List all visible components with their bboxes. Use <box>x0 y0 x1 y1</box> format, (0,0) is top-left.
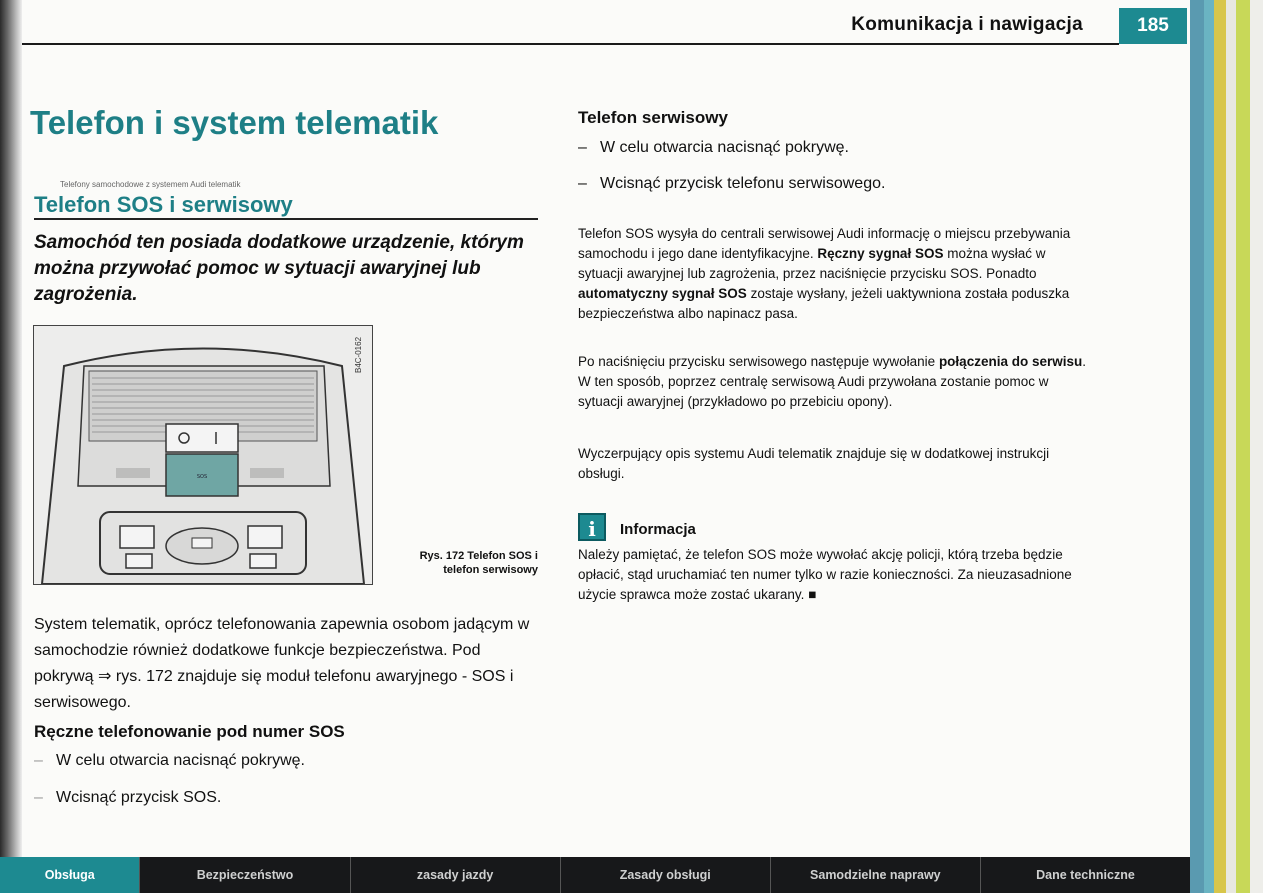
page-edge <box>1214 0 1226 893</box>
header-rule <box>22 43 1119 45</box>
book-spine-shadow <box>0 0 22 893</box>
info-title: Informacja <box>620 521 696 538</box>
text-run-bold: połączenia do serwisu <box>938 354 1083 369</box>
text-run: można wysłać w sytuacji awaryjnej lub zagrożenia, przez naciśnięcie przycisku SOS. Ponadto <box>578 246 1046 281</box>
footer-tab-zasady-jazdy[interactable]: zasady jazdy <box>350 857 560 893</box>
text-run: Po naciśnięciu przycisku serwisowego następuje wywołanie <box>578 354 939 369</box>
list-item: – Wcisnąć przycisk telefonu serwisowego. <box>578 175 1088 193</box>
list-item: – Wcisnąć przycisk SOS. <box>34 789 534 807</box>
section-heading: Ręczne telefonowanie pod numer SOS <box>34 722 345 741</box>
figure-code: B4C-0162 <box>354 336 363 374</box>
overhead-console-figure <box>33 325 373 585</box>
steps-list <box>578 139 1088 211</box>
page-edge <box>1236 0 1250 893</box>
info-icon: i <box>578 513 606 541</box>
figure-caption: Rys. 172 Telefon SOS i telefon serwisowy <box>419 550 538 576</box>
breadcrumb: Telefony samochodowe z systemem Audi telematik <box>60 180 241 189</box>
footer-nav <box>0 857 1190 893</box>
footer-tab-bezpieczenstwo[interactable]: Bezpieczeństwo <box>139 857 349 893</box>
list-item: – W celu otwarcia nacisnąć pokrywę. <box>34 752 534 770</box>
text-run-bold: Ręczny sygnał SOS <box>817 246 944 261</box>
console-illustration <box>34 326 372 584</box>
text-run-bold: automatyczny sygnał SOS <box>578 286 747 301</box>
page-number: 185 <box>1119 8 1187 44</box>
page-edge <box>1250 0 1263 893</box>
text-run: zostaje wysłany, jeżeli uaktywniona została poduszka bezpieczeństwa albo napinacz pasa. <box>578 286 1070 321</box>
footer-tab-dane-techniczne[interactable]: Dane techniczne <box>980 857 1190 893</box>
section-heading: Telefon serwisowy <box>578 108 728 127</box>
section-rule <box>34 218 538 220</box>
info-text: Należy pamiętać, że telefon SOS może wywołać akcję policji, którą trzeba będzie opłacić, stąd uruchamiać ten numer tylko w razie konieczności. Za nieuzasadnione użycie sprawca może zostać ukarany. ■ <box>578 547 1072 602</box>
page-edge <box>1190 0 1204 893</box>
section-title: Telefon SOS i serwisowy <box>34 192 293 217</box>
page-edge <box>1226 0 1236 893</box>
body-paragraph <box>578 224 1090 324</box>
page-edge <box>1204 0 1214 893</box>
svg-text:SOS: SOS <box>196 474 208 480</box>
text-run: Telefon SOS wysyła do centrali serwisowej Audi informację o miejscu przebywania samochodu i jego dane identyfikacyjne. <box>578 226 1071 261</box>
body-paragraph <box>578 352 1090 412</box>
text-run: . W ten sposób, poprzez centralę serwisową Audi przywołana zostanie pomoc w sytuacji awaryjnej (przykładowo po przebiciu opony). <box>578 354 1086 409</box>
footer-tab-zasady-obslugi[interactable]: Zasady obsługi <box>560 857 770 893</box>
body-paragraph: System telematik, oprócz telefonowania zapewnia osobom jadącym w samochodzie również dodatkowe funkcje bezpieczeństwa. Pod pokrywą ⇒ rys. 172 znajduje się moduł telefonu awaryjnego - SOS i serwisowego. <box>34 616 530 711</box>
list-item: – W celu otwarcia nacisnąć pokrywę. <box>578 139 1088 157</box>
body-paragraph: Wyczerpujący opis systemu Audi telematik znajduje się w dodatkowej instrukcji obsługi. <box>578 446 1050 481</box>
intro-text: Samochód ten posiada dodatkowe urządzenie, którym można przywołać pomoc w sytuacji awaryjnej lub zagrożenia. <box>34 232 524 305</box>
footer-tab-obsluga[interactable]: Obsługa <box>0 857 139 893</box>
running-header: Komunikacja i nawigacja <box>851 14 1083 35</box>
steps-list <box>34 752 534 826</box>
page-title: Telefon i system telematik <box>30 104 439 141</box>
footer-tab-samodzielne-naprawy[interactable]: Samodzielne naprawy <box>770 857 980 893</box>
